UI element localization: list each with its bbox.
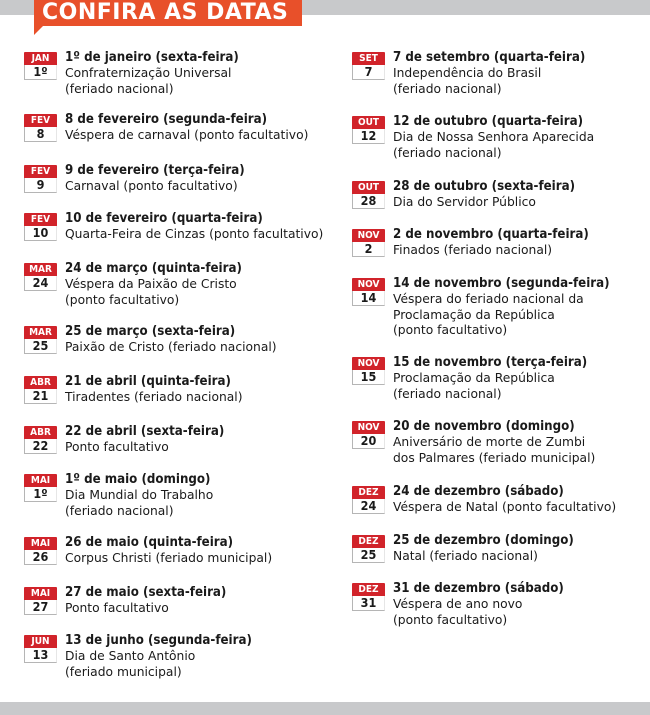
calendar-month: MAR — [24, 326, 57, 339]
calendar-month: MAR — [24, 263, 57, 276]
calendar-day: 13 — [24, 648, 57, 663]
holiday-description-line: (ponto facultativo) — [65, 292, 180, 307]
calendar-day: 8 — [24, 127, 57, 142]
calendar-day: 7 — [352, 65, 385, 80]
holiday-description-line: Quarta-Feira de Cinzas (ponto facultativo) — [65, 227, 324, 241]
calendar-icon — [352, 229, 385, 257]
section-title: CONFIRA AS DATAS — [34, 0, 302, 26]
calendar-month: SET — [352, 52, 385, 65]
holiday-description-line: Dia de Santo Antônio — [65, 649, 196, 663]
holiday-text — [393, 275, 650, 339]
holiday-description-line: Véspera do feriado nacional da — [393, 292, 584, 306]
calendar-day: 24 — [24, 276, 57, 291]
holiday-description-line: Proclamação da República — [393, 307, 555, 322]
holiday-text — [393, 418, 650, 466]
holiday-text — [65, 471, 327, 519]
holiday-date-title: 14 de novembro (segunda-feira) — [393, 276, 610, 291]
holiday-date-title: 8 de fevereiro (segunda-feira) — [65, 112, 268, 127]
calendar-month: DEZ — [352, 486, 385, 499]
calendar-icon — [352, 421, 385, 449]
calendar-icon — [352, 486, 385, 514]
calendar-icon — [24, 326, 57, 354]
calendar-icon — [24, 114, 57, 142]
holiday-description-line: Aniversário de morte de Zumbi — [393, 435, 586, 449]
holiday-date-title: 21 de abril (quinta-feira) — [65, 374, 231, 389]
holiday-description-line: dos Palmares (feriado municipal) — [393, 450, 596, 465]
calendar-month: JUN — [24, 635, 57, 648]
holiday-description-line: (feriado nacional) — [65, 503, 174, 518]
calendar-icon — [24, 426, 57, 454]
holiday-date-title: 1º de janeiro (sexta-feira) — [65, 50, 239, 65]
calendar-month: DEZ — [352, 583, 385, 596]
calendar-icon — [24, 587, 57, 615]
calendar-day: 27 — [24, 600, 57, 615]
holiday-description-line: Véspera da Paixão de Cristo — [65, 277, 237, 291]
calendar-day: 25 — [352, 548, 385, 563]
calendar-month: ABR — [24, 376, 57, 389]
calendar-month: NOV — [352, 278, 385, 291]
holiday-text — [393, 532, 650, 565]
holiday-description-line: Independência do Brasil — [393, 66, 542, 80]
holiday-text — [393, 49, 650, 97]
holiday-description-line: Dia Mundial do Trabalho — [65, 488, 214, 502]
calendar-month: OUT — [352, 181, 385, 194]
holiday-text — [393, 483, 650, 516]
holiday-text — [65, 111, 327, 144]
calendar-day: 2 — [352, 242, 385, 257]
bottom-bar — [0, 702, 650, 715]
holiday-description-line: Ponto facultativo — [65, 601, 169, 615]
holiday-text — [65, 260, 327, 308]
holiday-description-line: Dia de Nossa Senhora Aparecida — [393, 130, 595, 144]
holiday-date-title: 13 de junho (segunda-feira) — [65, 633, 252, 648]
holiday-description-line: Véspera de carnaval (ponto facultativo) — [65, 128, 309, 142]
calendar-month: OUT — [352, 116, 385, 129]
holiday-date-title: 9 de fevereiro (terça-feira) — [65, 163, 245, 178]
calendar-icon — [24, 474, 57, 502]
calendar-month: FEV — [24, 114, 57, 127]
calendar-day: 26 — [24, 550, 57, 565]
calendar-icon — [352, 583, 385, 611]
calendar-icon — [24, 213, 57, 241]
title-tag-tail — [34, 26, 43, 35]
calendar-month: MAI — [24, 474, 57, 487]
holiday-date-title: 10 de fevereiro (quarta-feira) — [65, 211, 263, 226]
holiday-text — [393, 178, 650, 211]
holiday-description-line: Corpus Christi (feriado municipal) — [65, 551, 273, 565]
calendar-icon — [352, 535, 385, 563]
calendar-day: 15 — [352, 370, 385, 385]
calendar-day: 20 — [352, 434, 385, 449]
calendar-day: 25 — [24, 339, 57, 354]
calendar-icon — [24, 52, 57, 80]
calendar-day: 24 — [352, 499, 385, 514]
calendar-month: MAI — [24, 587, 57, 600]
holiday-date-title: 2 de novembro (quarta-feira) — [393, 227, 589, 242]
calendar-icon — [24, 537, 57, 565]
holiday-date-title: 20 de novembro (domingo) — [393, 419, 575, 434]
calendar-month: JAN — [24, 52, 57, 65]
calendar-day: 1º — [24, 487, 57, 502]
holiday-date-title: 24 de dezembro (sábado) — [393, 484, 564, 499]
holiday-text — [65, 373, 327, 406]
holiday-date-title: 26 de maio (quinta-feira) — [65, 535, 234, 550]
holiday-description-line: (ponto facultativo) — [393, 612, 508, 627]
holiday-text — [65, 584, 327, 617]
calendar-icon — [352, 52, 385, 80]
holiday-text — [393, 226, 650, 259]
holiday-text — [65, 210, 327, 243]
calendar-month: NOV — [352, 229, 385, 242]
holiday-description-line: (ponto facultativo) — [393, 323, 508, 337]
holiday-text — [65, 323, 327, 356]
holiday-date-title: 28 de outubro (sexta-feira) — [393, 179, 575, 194]
holiday-text — [65, 534, 327, 567]
holiday-text — [65, 162, 327, 195]
calendar-day: 21 — [24, 389, 57, 404]
holiday-description-line: Dia do Servidor Público — [393, 195, 536, 209]
holiday-date-title: 15 de novembro (terça-feira) — [393, 355, 588, 370]
holiday-description-line: Proclamação da República — [393, 371, 555, 385]
calendar-month: DEZ — [352, 535, 385, 548]
calendar-day: 9 — [24, 178, 57, 193]
holiday-text — [65, 49, 327, 97]
holiday-description-line: Véspera de Natal (ponto facultativo) — [393, 500, 617, 514]
holiday-text — [393, 580, 650, 628]
holiday-text — [393, 354, 650, 402]
holiday-date-title: 31 de dezembro (sábado) — [393, 581, 564, 596]
calendar-day: 1º — [24, 65, 57, 80]
calendar-day: 22 — [24, 439, 57, 454]
calendar-month: NOV — [352, 357, 385, 370]
calendar-day: 14 — [352, 291, 385, 306]
calendar-day: 10 — [24, 226, 57, 241]
holiday-date-title: 7 de setembro (quarta-feira) — [393, 50, 586, 65]
calendar-icon — [352, 181, 385, 209]
holiday-text — [393, 113, 650, 161]
holiday-description-line: Véspera de ano novo — [393, 597, 523, 611]
holiday-description-line: Ponto facultativo — [65, 440, 169, 454]
holiday-description-line: Tiradentes (feriado nacional) — [65, 390, 243, 404]
holiday-description-line: (feriado nacional) — [393, 81, 502, 96]
holiday-description-line: Paixão de Cristo (feriado nacional) — [65, 340, 277, 354]
holiday-date-title: 24 de março (quinta-feira) — [65, 261, 242, 276]
calendar-icon — [352, 116, 385, 144]
holiday-date-title: 25 de março (sexta-feira) — [65, 324, 236, 339]
holiday-date-title: 12 de outubro (quarta-feira) — [393, 114, 584, 129]
calendar-icon — [24, 376, 57, 404]
holiday-description-line: Natal (feriado nacional) — [393, 549, 538, 563]
calendar-icon — [24, 165, 57, 193]
calendar-day: 28 — [352, 194, 385, 209]
calendar-icon — [24, 635, 57, 663]
calendar-icon — [352, 278, 385, 306]
calendar-day: 31 — [352, 596, 385, 611]
holiday-date-title: 1º de maio (domingo) — [65, 472, 211, 487]
holiday-description-line: Carnaval (ponto facultativo) — [65, 179, 238, 193]
calendar-icon — [24, 263, 57, 291]
holiday-description-line: Confraternização Universal — [65, 66, 232, 80]
calendar-day: 12 — [352, 129, 385, 144]
calendar-icon — [352, 357, 385, 385]
holiday-description-line: (feriado nacional) — [393, 145, 502, 160]
holiday-text — [65, 423, 327, 456]
holiday-text — [65, 632, 327, 680]
calendar-month: MAI — [24, 537, 57, 550]
calendar-month: FEV — [24, 213, 57, 226]
calendar-month: ABR — [24, 426, 57, 439]
holiday-date-title: 22 de abril (sexta-feira) — [65, 424, 225, 439]
holiday-description-line: (feriado municipal) — [65, 664, 182, 679]
holiday-date-title: 27 de maio (sexta-feira) — [65, 585, 227, 600]
holiday-description-line: (feriado nacional) — [65, 81, 174, 96]
holiday-description-line: Finados (feriado nacional) — [393, 243, 553, 257]
calendar-month: FEV — [24, 165, 57, 178]
holiday-date-title: 25 de dezembro (domingo) — [393, 533, 574, 548]
calendar-month: NOV — [352, 421, 385, 434]
holiday-description-line: (feriado nacional) — [393, 386, 502, 401]
